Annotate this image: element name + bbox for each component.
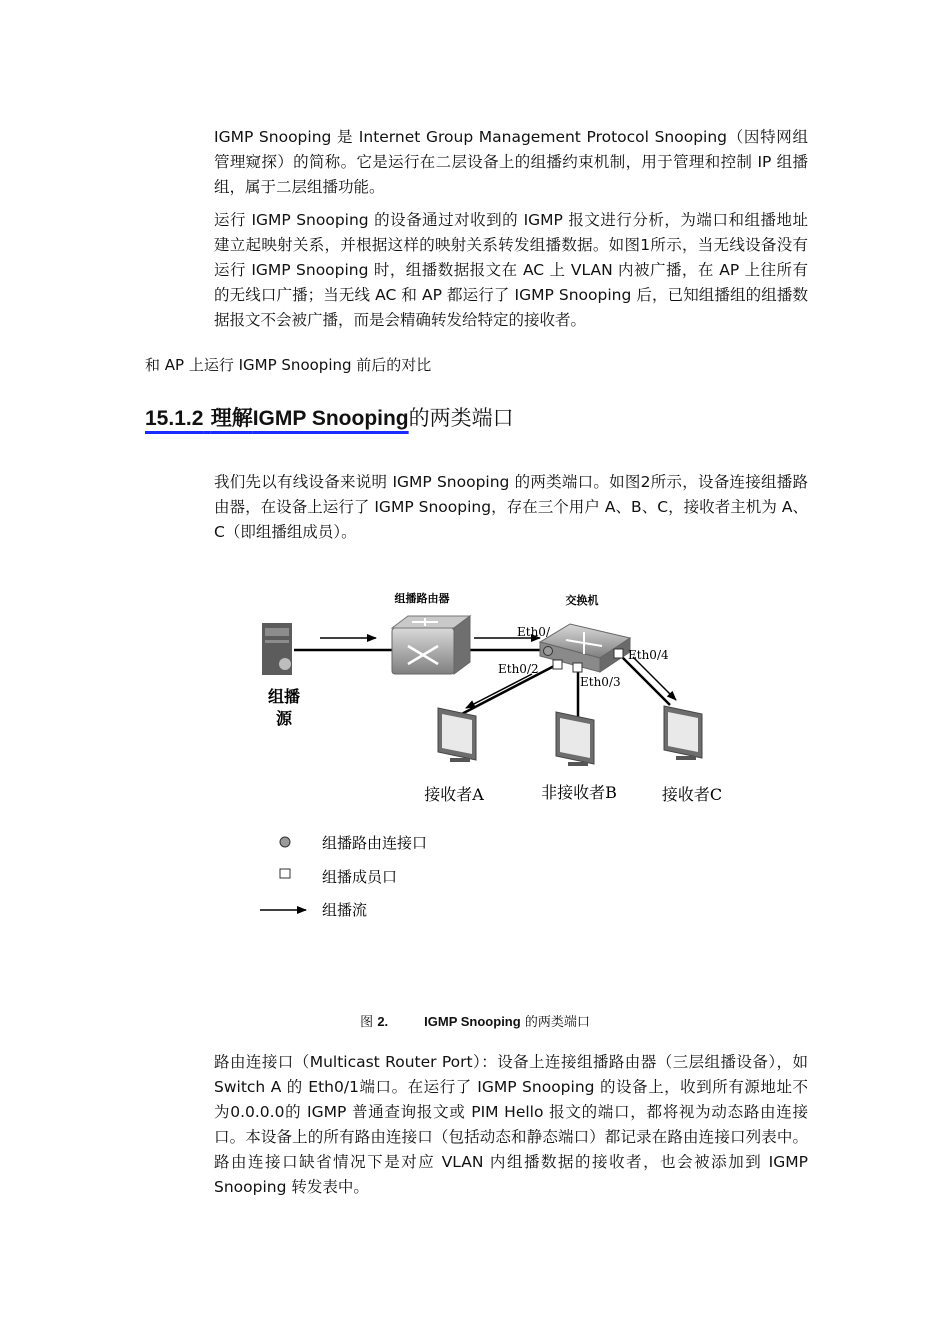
legend-member-port-label: 组播成员口: [322, 868, 398, 886]
paragraph-example: 我们先以有线设备来说明 IGMP Snooping 的两类端口。如图2所示，设备连接组播路由器，在设备上运行了 IGMP Snooping，存在三个用户 A、B、C，接收者主机为 A、C（即组播组成员）。: [214, 473, 808, 541]
paragraph-intro: IGMP Snooping 是 Internet Group Management Protocol Snooping（因特网组管理窥探）的简称。它是运行在二层设备上的组播约束机制，用于管理和控制 IP 组播组，属于二层组播功能。: [214, 128, 808, 196]
flow-arrow-receiver-a: [466, 674, 532, 708]
multicast-router-icon: [392, 616, 470, 674]
section-number: 15.1.2: [145, 407, 204, 430]
figure-caption-number: 2.: [377, 1014, 389, 1029]
paragraph-router-port: 路由连接口（Multicast Router Port）：设备上连接组播路由器（三层组播设备），如 Switch A 的 Eth0/1端口。在运行了 IGMP Snooping 的设备上，收到所有源地址不为0.0.0.0的 IGMP 普通查询报文或 PIM Hello 报文的端口，都将视为动态路由连接口。本设备上的所有路由连接口（包括动态和静态端口）都记录在路由连接口列表中。路由连接口缺省情况下是对应 VLAN 内组播数据的接收者，也会被添加到 IGMP Snooping 转发表中。: [214, 1053, 808, 1196]
router-port-marker: [544, 647, 553, 656]
figure-caption-title-bold: IGMP Snooping: [424, 1014, 521, 1029]
receiver-b-monitor-icon: [556, 712, 594, 766]
receiver-c-monitor-icon: [664, 706, 702, 760]
legend-router-port-label: 组播路由连接口: [322, 834, 428, 852]
member-port-marker-eth02: [553, 660, 562, 669]
paragraph-mapping: 运行 IGMP Snooping 的设备通过对收到的 IGMP 报文进行分析，为端口和组播地址建立起映射关系，并根据这样的映射关系转发组播数据。如图1所示，当无线设备没有运行 IGMP Snooping 时，组播数据报文在 AC 上 VLAN 内被广播，在 AP 上往所有的无线口广播；当无线 AC 和 AP 都运行了 IGMP Snooping 后，已知组播组的组播数据报文不会被广播，而是会精确转发给特定的接收者。: [214, 211, 808, 329]
figure-2-caption: [0, 1011, 950, 1030]
port-label-eth01: Eth0/: [517, 625, 550, 639]
figure-1-caption-fragment: 和 AP 上运行 IGMP Snooping 前后的对比: [145, 356, 432, 374]
non-receiver-b-label: 非接收者B: [541, 783, 617, 802]
port-label-eth04: Eth0/4: [628, 648, 669, 662]
section-heading: [145, 402, 514, 435]
legend-router-port-icon: [280, 837, 290, 847]
section-heading-link[interactable]: [145, 406, 409, 430]
port-label-eth02: Eth0/2: [498, 662, 539, 676]
port-label-eth03: Eth0/3: [580, 675, 621, 689]
router-label: 组播路由器: [394, 592, 450, 605]
receiver-a-monitor-icon: [438, 708, 476, 762]
legend-flow-label: 组播流: [322, 901, 368, 919]
section-title-bold: IGMP Snooping: [252, 407, 409, 430]
source-label-line1: 组播: [267, 687, 301, 706]
legend-member-port-icon: [280, 869, 290, 878]
receiver-a-label: 接收者A: [424, 785, 484, 804]
source-label-line2: 源: [275, 709, 293, 728]
section-title-rest: 的两类端口: [408, 406, 514, 430]
multicast-source-server-icon: [262, 623, 292, 675]
port-marker-eth03: [573, 663, 582, 672]
receiver-c-label: 接收者C: [661, 785, 723, 804]
figure-caption-label: 图: [360, 1015, 374, 1030]
section-title-prefix: 理解: [210, 406, 253, 430]
figure-caption-title-rest: 的两类端口: [524, 1015, 590, 1030]
switch-label: 交换机: [565, 594, 599, 607]
member-port-marker-eth04: [614, 649, 623, 658]
flow-arrow-receiver-c: [633, 657, 676, 700]
igmp-snooping-diagram: [240, 580, 800, 930]
